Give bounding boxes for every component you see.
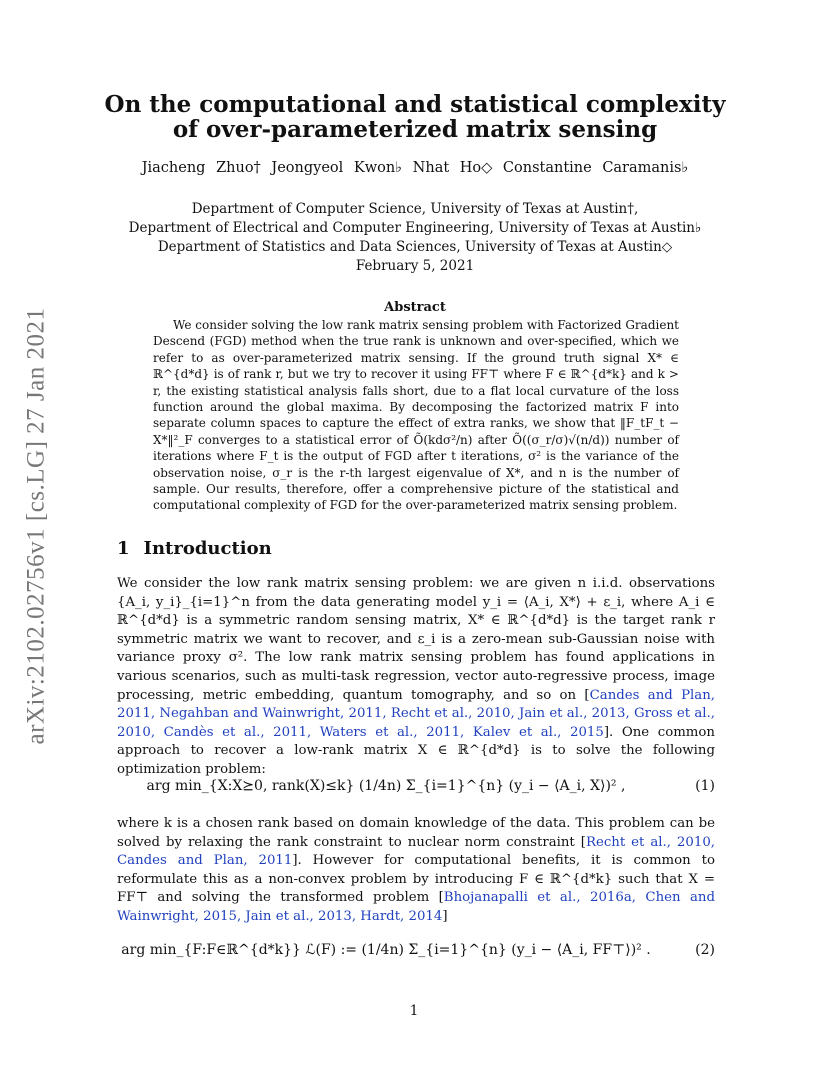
page-number: 1 <box>409 1003 419 1019</box>
affiliation-line: Department of Electrical and Computer Engineering, University of Texas at Austin♭ <box>128 220 702 236</box>
affiliations <box>100 200 730 276</box>
section-number: 1 <box>117 538 130 559</box>
abstract-body <box>153 317 679 514</box>
citation-link[interactable]: Bhojanapalli et al., 2016a, Chen and Wainwright, 2015, Jain et al., 2013, Hardt, 2014 <box>117 890 716 924</box>
para-text: where k is a chosen rank based on domain knowledge of the data. This problem can be solved by relaxing the rank constraint to nuclear norm constraint [ <box>117 816 715 850</box>
equation-2 <box>117 934 715 974</box>
section-title: Introduction <box>143 538 272 559</box>
para-text: We consider the low rank matrix sensing problem: we are given n i.i.d. observations {A_i, y_i}_{i=1}^n from the data generating model y_i = ⟨A_i, X*⟩ + ε_i, where A_i ∈ ℝ^{d*d} is a symmetric random sensing matrix, X* ∈ ℝ^{d*d} is the target rank r symmetric matrix we want to recover, and ε_i is a zero-mean sub-Gaussian noise with variance proxy σ². The low rank matrix sensing problem has found applications in various scenarios, such as multi-task regression, vector auto-regressive process, image processing, metric embedding, quantum tomography, and so on [ <box>117 576 715 703</box>
abstract-text: We consider solving the low rank matrix sensing problem with Factorized Gradient Descend (FGD) method when the true rank is unknown and over-specified, which we refer to as over-parameterized matrix sensing. If the ground truth signal X* ∈ ℝ^{d*d} is of rank r, but we try to recover it using FF⊤ where F ∈ ℝ^{d*k} and k > r, the existing statistical analysis falls short, due to a flat local curvature of the loss function around the global maxima. By decomposing the factorized matrix F into separate column spaces to capture the effect of extra ranks, we show that ‖F_tF_t − X*‖²_F converges to a statistical error of Õ(kdσ²/n) after Õ((σ_r/σ)√(n/d)) number of iterations where F_t is the output of FGD after t iterations, σ² is the variance of the observation noise, σ_r is the r-th largest eigenvalue of X*, and n is the number of sample. Our results, therefore, offer a comprehensive picture of the statistical and computational complexity of FGD for the over-parameterized matrix sensing problem. <box>153 318 679 513</box>
equation-expression: arg min_{F:F∈ℝ^{d*k}} ℒ(F) := (1/4n) Σ_{i=1}^{n} (y_i − ⟨A_i, FF⊤⟩)² . <box>121 942 651 958</box>
abstract-heading: Abstract <box>384 300 446 315</box>
affiliation-line: Department of Statistics and Data Sciences, University of Texas at Austin◇ <box>157 239 673 255</box>
author-list: Jiacheng Zhuo† Jeongyeol Kwon♭ Nhat Ho◇ Constantine Caramanis♭ <box>141 160 689 176</box>
paragraph <box>117 815 715 927</box>
affiliation-line: Department of Computer Science, University of Texas at Austin†, <box>191 201 639 217</box>
arxiv-stamp-text: arXiv:2102.02756v1 [cs.LG] 27 Jan 2021 <box>22 307 49 745</box>
para-text: ]. One common approach to recover a low-rank matrix X ∈ ℝ^{d*d} is to solve the following optimization problem: <box>117 724 715 777</box>
equation-number: (2) <box>695 942 715 958</box>
equation-number: (1) <box>695 778 715 794</box>
section-heading <box>117 538 272 559</box>
para-text: ]. However for computational benefits, it is common to reformulate this as a non-convex problem by introducing F ∈ ℝ^{d*k} such that X = FF⊤ and solving the transformed problem [ <box>117 853 715 906</box>
arxiv-stamp <box>12 296 60 756</box>
paper-title: On the computational and statistical complexity of over-parameterized matrix sensing <box>104 91 726 143</box>
citation-link[interactable]: Recht et al., 2010, Candes and Plan, 2011 <box>117 834 716 869</box>
date-line: February 5, 2021 <box>355 258 475 274</box>
para-text: ] <box>442 908 448 924</box>
equation-1 <box>117 770 715 810</box>
citation-link[interactable]: Candes and Plan, 2011, Negahban and Wainwright, 2011, Recht et al., 2010, Jain et al., 2013, Gross et al., 2010, Candès et al., 2011, Waters et al., 2011, Kalev et al., 2015 <box>117 687 716 740</box>
intro-paragraph <box>117 575 715 780</box>
equation-expression: arg min_{X:X⪰0, rank(X)≤k} (1/4n) Σ_{i=1}^{n} (y_i − ⟨A_i, X⟩)² , <box>146 778 626 794</box>
